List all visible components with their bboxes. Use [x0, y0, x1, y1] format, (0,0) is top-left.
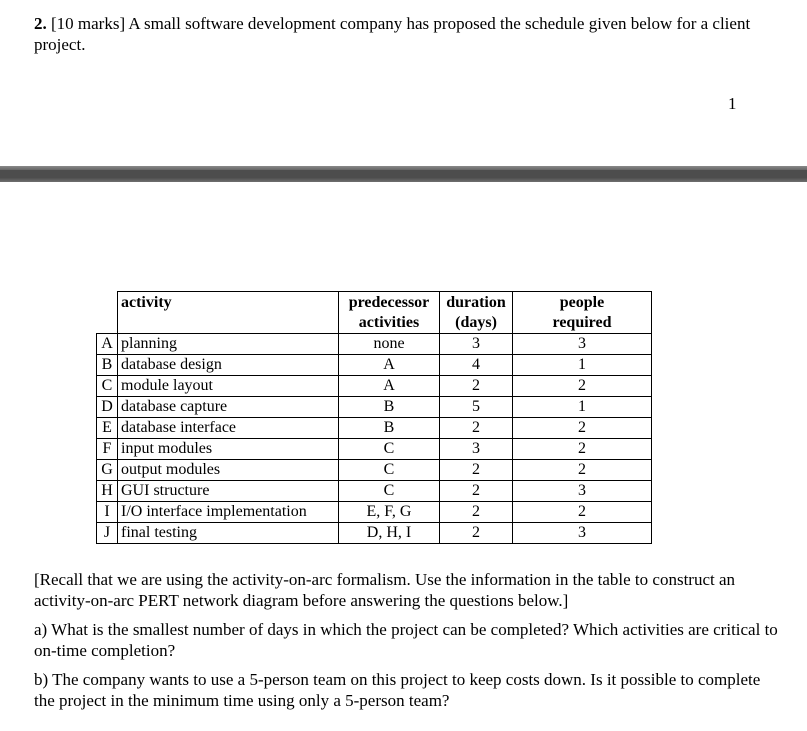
duration-days: 2: [440, 418, 513, 439]
predecessor-activities: none: [339, 334, 440, 355]
activity-letter: B: [97, 355, 118, 376]
people-required: 2: [513, 460, 652, 481]
people-required: 3: [513, 481, 652, 502]
question-part-b: b) The company wants to use a 5-person team on this project to keep costs down. Is it possible to complete the project in the minimum time using only a 5-person team?: [34, 670, 761, 710]
table-row: [97, 376, 652, 397]
people-required: 2: [513, 418, 652, 439]
table-row: [97, 439, 652, 460]
letter-header: [97, 292, 118, 334]
predecessor-activities: B: [339, 397, 440, 418]
duration-days: 3: [440, 439, 513, 460]
question-part-a: a) What is the smallest number of days in which the project can be completed? Which activities are critical to on-time completion?: [34, 620, 778, 660]
people-required: 2: [513, 439, 652, 460]
table-row: [97, 418, 652, 439]
predecessor-activities: B: [339, 418, 440, 439]
people-required: 2: [513, 502, 652, 523]
duration-days: 2: [440, 460, 513, 481]
activity-name: database design: [118, 355, 339, 376]
duration-days: 2: [440, 502, 513, 523]
activity-name: output modules: [118, 460, 339, 481]
duration-days: 2: [440, 523, 513, 544]
activity-name: final testing: [118, 523, 339, 544]
predecessor-activities: A: [339, 355, 440, 376]
schedule-table: [96, 291, 652, 544]
notes-section: [34, 569, 779, 719]
recall-note: [Recall that we are using the activity-on-arc formalism. Use the information in the table to construct an activity-on-arc PERT network diagram before answering the questions below.]: [34, 570, 736, 610]
activity-name: GUI structure: [118, 481, 339, 502]
activity-letter: I: [97, 502, 118, 523]
duration-days: 4: [440, 355, 513, 376]
activity-name: module layout: [118, 376, 339, 397]
predecessor-activities: C: [339, 481, 440, 502]
page-break-band: [0, 170, 807, 178]
table-row: [97, 523, 652, 544]
activity-name: database interface: [118, 418, 339, 439]
table-row: [97, 334, 652, 355]
activity-name: planning: [118, 334, 339, 355]
predecessor-activities: E, F, G: [339, 502, 440, 523]
predecessor-activities: A: [339, 376, 440, 397]
activity-letter: F: [97, 439, 118, 460]
people-required: 1: [513, 355, 652, 376]
activity-letter: H: [97, 481, 118, 502]
people-required: 3: [513, 334, 652, 355]
activity-name: database capture: [118, 397, 339, 418]
page-break-divider: [0, 166, 807, 182]
activity-name: input modules: [118, 439, 339, 460]
duration-days: 3: [440, 334, 513, 355]
activity-letter: C: [97, 376, 118, 397]
predecessor-activities: D, H, I: [339, 523, 440, 544]
question-intro: [34, 13, 779, 55]
table-header-row: [97, 292, 652, 334]
table-row: [97, 502, 652, 523]
duration-days: 2: [440, 481, 513, 502]
people-required: 1: [513, 397, 652, 418]
activity-header: activity: [118, 292, 339, 334]
table-row: [97, 355, 652, 376]
question-text: [10 marks] A small software development company has proposed the schedule given below for a client project.: [34, 14, 751, 54]
duration-days: 2: [440, 376, 513, 397]
predecessor-header: predecessor activities: [339, 292, 440, 334]
activity-letter: D: [97, 397, 118, 418]
activity-letter: J: [97, 523, 118, 544]
people-required: 2: [513, 376, 652, 397]
question-number: 2.: [34, 14, 47, 33]
predecessor-activities: C: [339, 439, 440, 460]
activity-letter: A: [97, 334, 118, 355]
schedule-body: [97, 334, 652, 544]
table-row: [97, 397, 652, 418]
activity-letter: E: [97, 418, 118, 439]
table-row: [97, 460, 652, 481]
activity-letter: G: [97, 460, 118, 481]
activity-name: I/O interface implementation: [118, 502, 339, 523]
page-number: 1: [728, 94, 737, 113]
table-row: [97, 481, 652, 502]
duration-days: 5: [440, 397, 513, 418]
predecessor-activities: C: [339, 460, 440, 481]
people-required: 3: [513, 523, 652, 544]
duration-header: duration (days): [440, 292, 513, 334]
people-header: people required: [513, 292, 652, 334]
